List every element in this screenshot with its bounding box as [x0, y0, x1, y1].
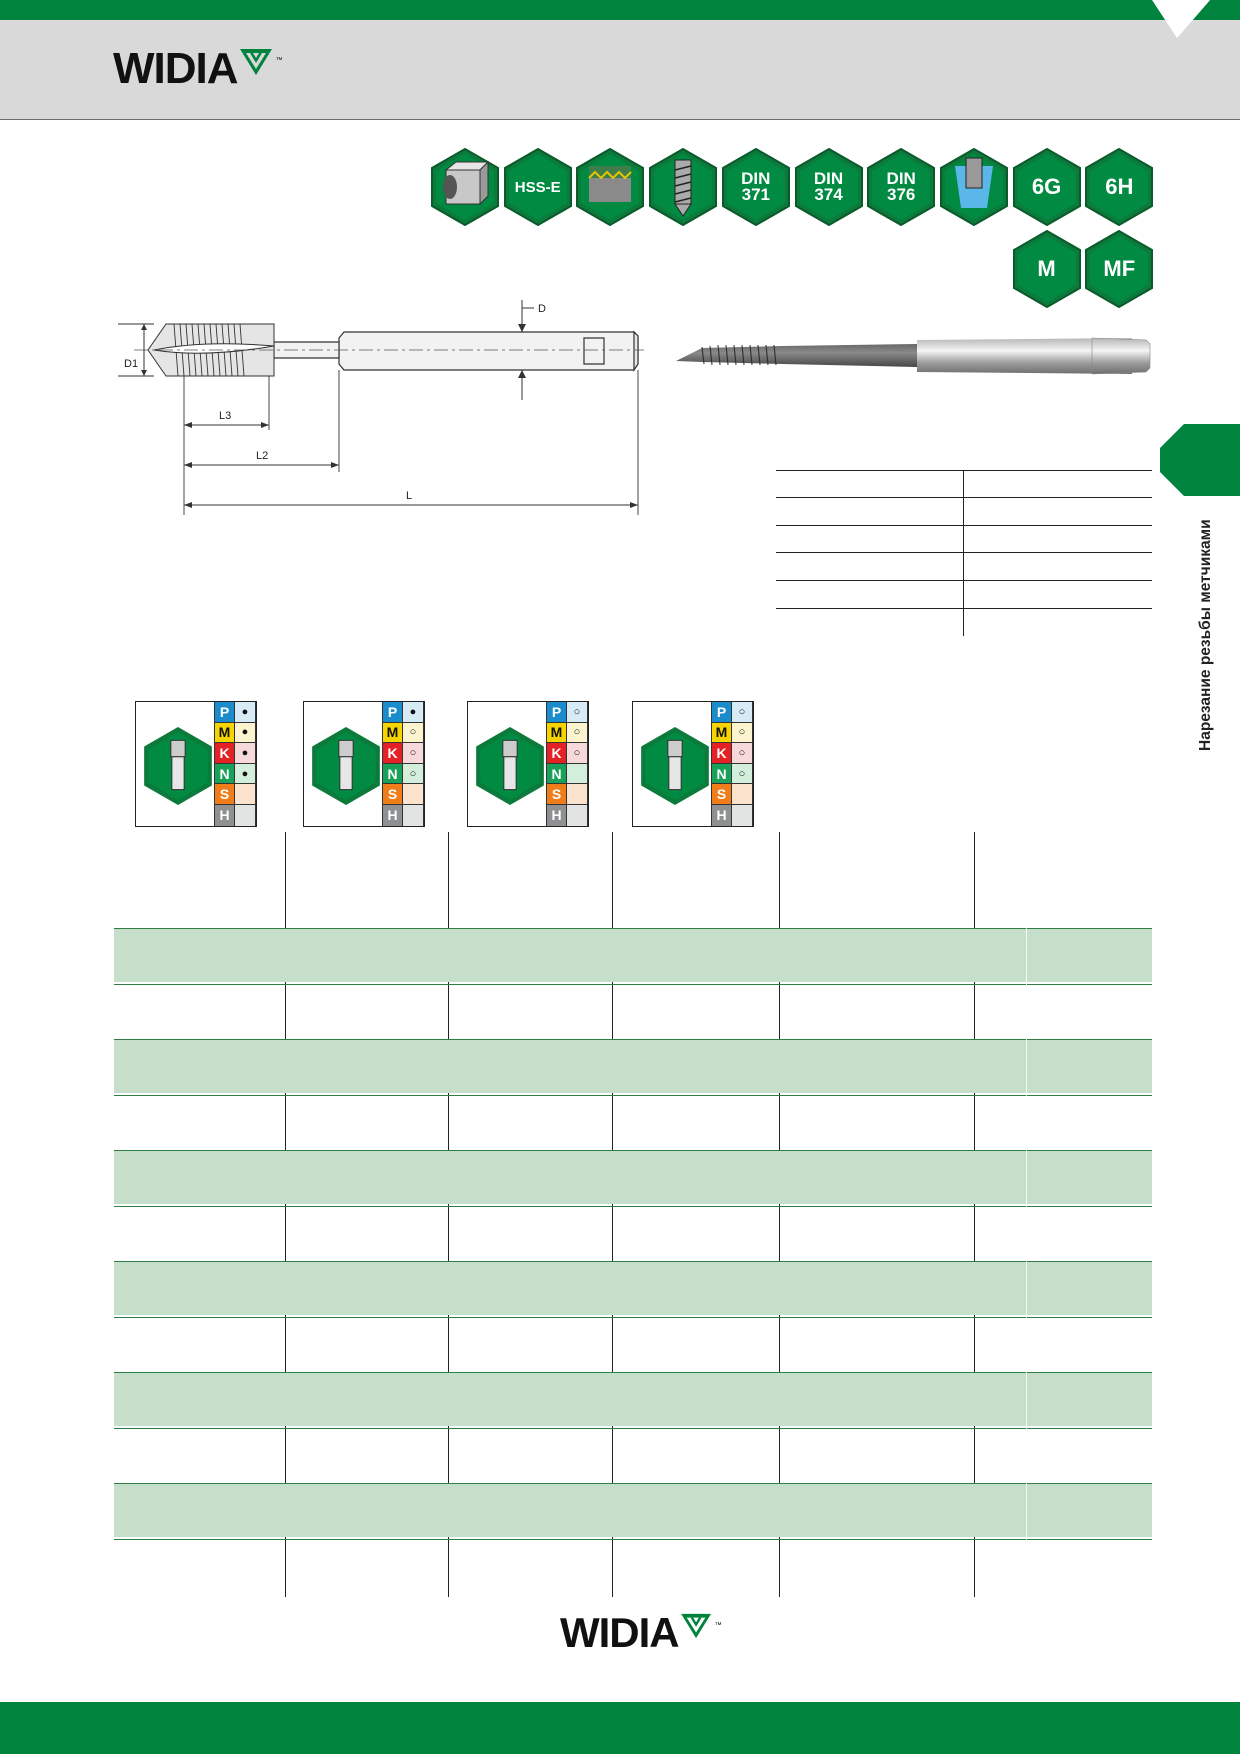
material-letter: P: [382, 702, 403, 722]
material-row-n: [214, 764, 256, 785]
material-suitability-mark: [235, 784, 256, 804]
material-letter: N: [711, 764, 732, 784]
material-letter: S: [546, 784, 567, 804]
material-suitability-mark: ○: [732, 723, 753, 743]
label-d1: D1: [124, 358, 139, 370]
table-row: [114, 1095, 1152, 1149]
table-row: [114, 1483, 1152, 1537]
material-box: [135, 701, 257, 827]
footer-logo-wordmark: WIDIA: [560, 1609, 679, 1656]
widia-triangle-icon: [680, 1612, 714, 1640]
tap-holder-icon: [310, 726, 382, 806]
material-suitability-mark: ○: [567, 743, 588, 763]
material-suitability-mark: ○: [732, 764, 753, 784]
label-l3: L3: [219, 410, 232, 422]
material-row-s: [214, 784, 256, 805]
material-suitability-mark: ○: [732, 743, 753, 763]
iso-material-grid: [546, 702, 588, 826]
din-371-icon: [721, 148, 791, 226]
material-box: [303, 701, 425, 827]
material-row-m: [214, 723, 256, 744]
table-row: [114, 1428, 1152, 1482]
material-suitability-mark: ○: [567, 702, 588, 722]
coolant-icon: [939, 148, 1009, 226]
material-suitability-mark: ○: [403, 743, 424, 763]
material-letter: H: [711, 805, 732, 826]
material-row-p: [546, 702, 588, 723]
material-row-m: [711, 723, 753, 744]
tap-holder-icon: [474, 726, 546, 806]
coating-surface-icon: [575, 148, 645, 226]
material-letter: P: [546, 702, 567, 722]
din-376-icon: [866, 148, 936, 226]
tap-product-photo: [672, 330, 1152, 380]
material-row-s: [546, 784, 588, 805]
table-row: [114, 1372, 1152, 1426]
material-letter: S: [382, 784, 403, 804]
corner-notch-icon: [1150, 0, 1240, 42]
row-divider: [114, 1095, 1152, 1096]
badge-label: DIN 371: [741, 168, 771, 204]
material-suitability-mark: [235, 805, 256, 826]
material-letter: M: [214, 723, 235, 743]
row-divider: [114, 1261, 1152, 1262]
bottom-stripe: [0, 1702, 1240, 1754]
material-row-n: [711, 764, 753, 785]
material-row-k: [711, 743, 753, 764]
material-letter: N: [214, 764, 235, 784]
material-suitability-mark: ●: [235, 723, 256, 743]
material-suitability-mark: ●: [403, 702, 424, 722]
hss-e-icon: [503, 148, 573, 226]
row-divider: [114, 1428, 1152, 1429]
table-row: [114, 1539, 1152, 1593]
material-row-p: [214, 702, 256, 723]
table-row: [114, 1206, 1152, 1260]
metric-thread-icon: [1012, 230, 1082, 308]
material-suitability-mark: [403, 805, 424, 826]
row-divider: [114, 1539, 1152, 1540]
badge-label: M: [1037, 256, 1056, 281]
material-suitability-mark: [567, 764, 588, 784]
tap-holder-icon: [639, 726, 711, 806]
footer-logo-trademark: ™: [714, 1622, 722, 1629]
material-letter: M: [711, 723, 732, 743]
material-letter: P: [711, 702, 732, 722]
tolerance-6g-icon: [1012, 148, 1082, 226]
logo-trademark: ™: [275, 57, 283, 64]
section-side-tab: [1160, 424, 1240, 496]
material-row-s: [382, 784, 424, 805]
row-divider: [114, 1317, 1152, 1318]
iso-material-grid: [711, 702, 753, 826]
material-letter: K: [214, 743, 235, 763]
material-suitability-mark: [732, 784, 753, 804]
badge-label: DIN 376: [886, 168, 916, 204]
table-row: [114, 1261, 1152, 1315]
spiral-point-tap-icon: [648, 148, 718, 226]
material-row-s: [711, 784, 753, 805]
row-divider: [114, 1372, 1152, 1373]
table-row: [114, 1317, 1152, 1371]
iso-material-grid: [382, 702, 424, 826]
logo-wordmark: WIDIA: [113, 44, 238, 93]
material-letter: N: [382, 764, 403, 784]
tap-holder-icon: [142, 726, 214, 806]
material-row-n: [546, 764, 588, 785]
material-letter: H: [546, 805, 567, 826]
row-divider: [114, 928, 1152, 929]
material-letter: H: [214, 805, 235, 826]
material-row-k: [214, 743, 256, 764]
material-row-h: [382, 805, 424, 826]
material-row-p: [382, 702, 424, 723]
header-logo: [113, 45, 283, 93]
material-suitability-mark: ●: [235, 743, 256, 763]
iso-material-grid: [214, 702, 256, 826]
material-row-h: [546, 805, 588, 826]
material-suitability-mark: ○: [403, 764, 424, 784]
material-letter: K: [546, 743, 567, 763]
badge-label: DIN 374: [813, 168, 844, 204]
material-letter: K: [711, 743, 732, 763]
row-divider: [114, 1206, 1152, 1207]
badge-label: HSS-E: [514, 178, 561, 196]
material-suitability-mark: [567, 805, 588, 826]
label-l: L: [406, 490, 413, 502]
row-divider: [114, 1039, 1152, 1040]
top-stripe: [0, 0, 1240, 20]
material-suitability-mark: [732, 805, 753, 826]
row-divider: [114, 1483, 1152, 1484]
footer-logo: [560, 1610, 722, 1656]
material-row-m: [546, 723, 588, 744]
row-divider: [114, 1150, 1152, 1151]
column-divider: [1026, 928, 1027, 1540]
widia-triangle-icon: [239, 47, 275, 77]
table-row: [114, 984, 1152, 1038]
material-letter: M: [546, 723, 567, 743]
row-divider: [114, 984, 1152, 985]
tap-dimension-drawing: [114, 300, 674, 520]
label-d: D: [538, 303, 546, 315]
material-row-h: [711, 805, 753, 826]
material-row-n: [382, 764, 424, 785]
material-box: [632, 701, 754, 827]
material-suitability-mark: ○: [732, 702, 753, 722]
table-row: [114, 928, 1152, 982]
material-row-k: [546, 743, 588, 764]
tolerance-6h-icon: [1084, 148, 1154, 226]
badge-label: 6G: [1031, 174, 1062, 199]
dimension-table: [776, 470, 1152, 636]
section-side-label: Нарезание резьбы метчиками: [1197, 519, 1214, 751]
table-row: [114, 1150, 1152, 1204]
material-suitability-mark: [403, 784, 424, 804]
badge-label: 6H: [1105, 174, 1134, 199]
material-letter: S: [214, 784, 235, 804]
material-letter: M: [382, 723, 403, 743]
badge-label: MF: [1103, 256, 1136, 281]
material-box: [467, 701, 589, 827]
material-row-p: [711, 702, 753, 723]
material-suitability-mark: ●: [235, 702, 256, 722]
material-letter: P: [214, 702, 235, 722]
material-suitability-mark: ●: [235, 764, 256, 784]
material-letter: N: [546, 764, 567, 784]
material-suitability-mark: ○: [403, 723, 424, 743]
table-row: [114, 1039, 1152, 1093]
material-suitability-mark: [567, 784, 588, 804]
through-hole-icon: [430, 148, 500, 226]
metric-fine-thread-icon: [1084, 230, 1154, 308]
material-row-h: [214, 805, 256, 826]
label-l2: L2: [256, 450, 269, 462]
material-suitability-mark: ○: [567, 723, 588, 743]
material-row-m: [382, 723, 424, 744]
din-374-icon: [794, 148, 864, 226]
material-letter: K: [382, 743, 403, 763]
material-letter: H: [382, 805, 403, 826]
material-row-k: [382, 743, 424, 764]
material-letter: S: [711, 784, 732, 804]
